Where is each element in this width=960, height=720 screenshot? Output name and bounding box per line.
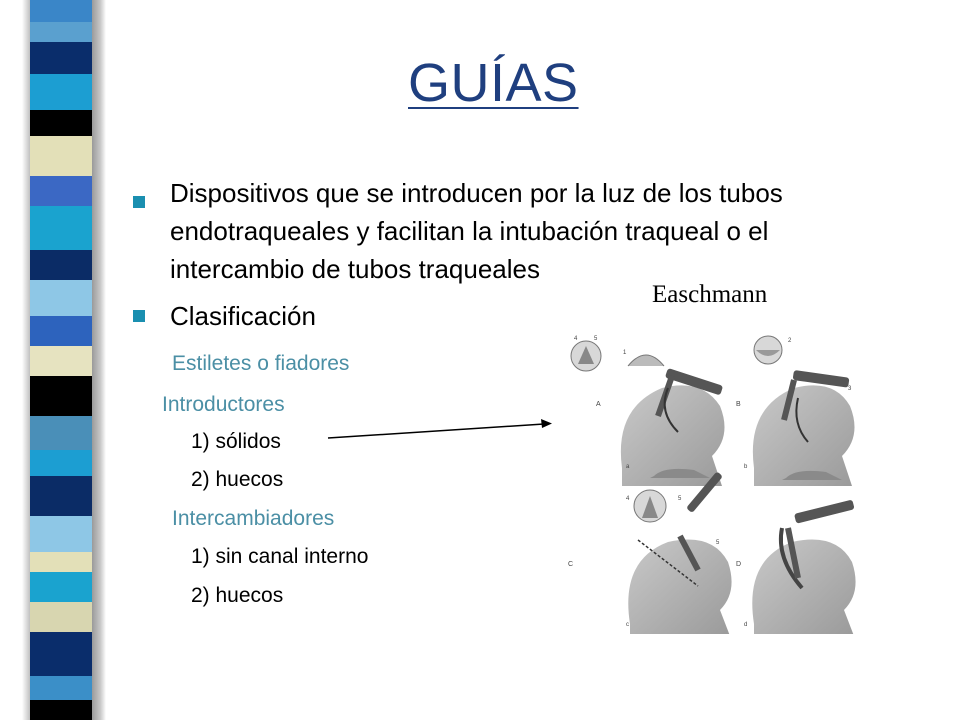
panel-label: C [568, 561, 574, 568]
figure-label: 4 [574, 336, 578, 342]
introductores-item-1: 1) sólidos [191, 430, 281, 453]
bullet-line: endotraqueales y facilitan la intubación traqueal o el [170, 216, 769, 246]
figure-label: 1 [623, 350, 627, 356]
panel-label: D [736, 561, 742, 568]
intubation-illustration [568, 328, 864, 634]
intercambiadores-item-2: 2) huecos [191, 584, 284, 607]
introductores-item-2: 2) huecos [191, 468, 284, 491]
panel-label: A [596, 401, 601, 408]
estiletes-heading: Estiletes o fiadores [172, 352, 350, 375]
figure-label: 5 [716, 540, 720, 546]
intercambiadores-heading: Intercambiadores [172, 507, 335, 530]
figure-label: 5 [678, 496, 682, 502]
intercambiadores-item-1: 1) sin canal interno [191, 545, 369, 568]
bullet-line: intercambio de tubos traqueales [170, 254, 541, 284]
panel-c [568, 471, 732, 634]
figure-label: 2 [788, 338, 792, 344]
panel-label: B [736, 401, 741, 408]
figure-label: 4 [626, 496, 630, 502]
panel-d [736, 499, 856, 634]
page-title: GUÍAS [408, 53, 579, 113]
panel-a [571, 341, 725, 486]
figure-label: 5 [594, 336, 598, 342]
introductores-heading: Introductores [162, 393, 285, 416]
panel-b [736, 336, 855, 486]
figure-label: a [626, 464, 630, 470]
figure-label: b [744, 464, 748, 470]
figure-label: c [626, 622, 629, 628]
figure-caption: Easchmann [652, 281, 768, 308]
bullet-line: Dispositivos que se introducen por la luz de los tubos [170, 178, 783, 208]
bullet-line: Clasificación [170, 301, 316, 331]
figure-label: d [744, 622, 748, 628]
figure-label: 3 [848, 386, 852, 392]
